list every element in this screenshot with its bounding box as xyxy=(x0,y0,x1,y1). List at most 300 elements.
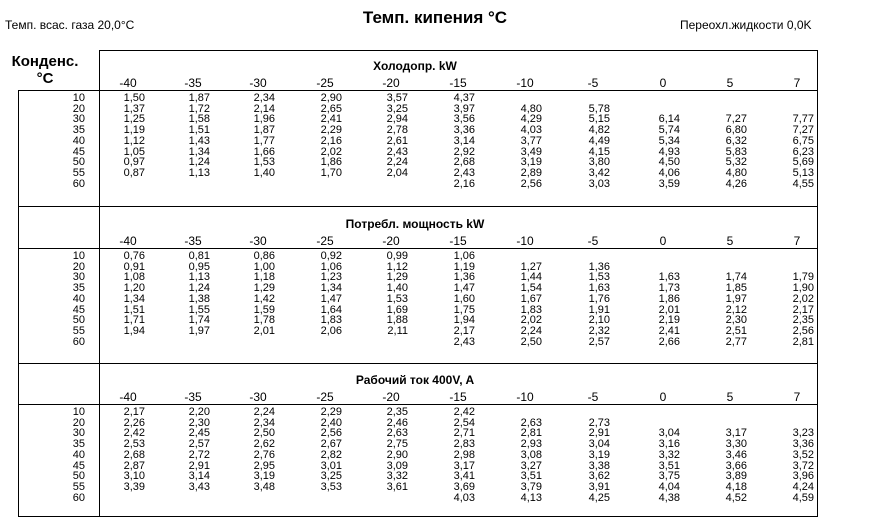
table-cell: 3,61 xyxy=(386,480,408,493)
table-cell: 2,24 xyxy=(520,324,542,337)
row-label: 35 xyxy=(72,124,85,137)
table-cell: 2,17 xyxy=(792,303,814,316)
table-cell: 3,49 xyxy=(520,145,542,158)
column-header: -25 xyxy=(316,234,334,248)
table-cell: 0,95 xyxy=(188,260,210,273)
table-cell: 1,60 xyxy=(453,292,475,305)
column-header: 5 xyxy=(726,390,734,404)
table-bottom-border xyxy=(18,516,817,517)
table-cell: 2,01 xyxy=(253,324,275,337)
table-cell: 2,17 xyxy=(453,324,475,337)
table-cell: 1,34 xyxy=(123,292,145,305)
table-cell: 1,74 xyxy=(725,271,747,284)
table-cell: 3,10 xyxy=(123,470,145,483)
row-label: 20 xyxy=(72,416,85,429)
column-header: -30 xyxy=(249,390,267,404)
table-cell: 4,80 xyxy=(520,102,542,115)
table-cell: 1,50 xyxy=(123,92,145,104)
table-cell: 5,32 xyxy=(725,156,747,169)
row-label: 50 xyxy=(72,470,85,483)
column-header: -30 xyxy=(249,76,267,90)
table-cell: 1,97 xyxy=(725,292,747,305)
section-title: Потребл. мощность kW xyxy=(345,217,485,231)
table-cell: 3,25 xyxy=(320,470,342,483)
table-cell: 1,29 xyxy=(386,271,408,284)
table-cell: 1,63 xyxy=(658,271,680,284)
table-cell: 3,08 xyxy=(520,448,542,461)
column-header: -5 xyxy=(587,76,599,90)
table-cell: 3,36 xyxy=(453,124,475,137)
table-cell: 2,42 xyxy=(453,406,475,418)
table-cell: 1,76 xyxy=(588,292,610,305)
table-cell: 1,27 xyxy=(520,260,542,273)
table-cell: 1,53 xyxy=(588,271,610,284)
table-cell: 3,79 xyxy=(520,480,542,493)
table-cell: 2,56 xyxy=(792,324,814,337)
column-header: -10 xyxy=(516,234,534,248)
table-cell: 2,26 xyxy=(123,416,145,429)
table-cell: 1,53 xyxy=(386,292,408,305)
table-cell: 1,36 xyxy=(588,260,610,273)
table-cell: 3,48 xyxy=(253,480,275,493)
table-cell: 1,42 xyxy=(253,292,275,305)
table-cell: 2,12 xyxy=(725,303,747,316)
table-cell: 2,06 xyxy=(320,324,342,337)
table-cell: 5,34 xyxy=(658,134,680,147)
table-cell: 2,73 xyxy=(588,416,610,429)
table-cell: 2,29 xyxy=(320,124,342,137)
table-cell: 2,17 xyxy=(123,406,145,418)
table-cell: 2,30 xyxy=(725,314,747,327)
table-cell: 2,04 xyxy=(386,166,408,179)
table-cell: 1,54 xyxy=(520,282,542,295)
table-cell: 4,38 xyxy=(658,491,680,504)
table-cell: 4,82 xyxy=(588,124,610,137)
table-cell: 1,70 xyxy=(320,166,342,179)
table-cell: 1,83 xyxy=(320,314,342,327)
table-cell: 1,19 xyxy=(123,124,145,137)
table-cell: 5,78 xyxy=(588,102,610,115)
table-cell: 2,35 xyxy=(386,406,408,418)
table-cell: 2,43 xyxy=(386,145,408,158)
row-label: 10 xyxy=(72,92,85,104)
row-label: 10 xyxy=(72,250,85,262)
column-header: -5 xyxy=(587,234,599,248)
table-cell: 2,41 xyxy=(320,113,342,126)
table-cell: 0,87 xyxy=(123,166,145,179)
table-cell: 3,51 xyxy=(520,470,542,483)
table-cell: 2,72 xyxy=(188,448,210,461)
table-cell: 1,44 xyxy=(520,271,542,284)
table-cell: 3,36 xyxy=(792,438,814,451)
column-header: -35 xyxy=(184,390,202,404)
table-cell: 3,89 xyxy=(725,470,747,483)
row-label: 40 xyxy=(72,134,85,147)
table-cell: 2,02 xyxy=(792,292,814,305)
table-cell: 1,74 xyxy=(188,314,210,327)
table-cell: 3,53 xyxy=(320,480,342,493)
column-header: -25 xyxy=(316,390,334,404)
table-cell: 1,47 xyxy=(453,282,475,295)
table-cell: 3,17 xyxy=(725,427,747,440)
column-header: -35 xyxy=(184,234,202,248)
table-cell: 1,83 xyxy=(520,303,542,316)
table-cell: 1,87 xyxy=(253,124,275,137)
table-cell: 2,95 xyxy=(253,459,275,472)
header-separator xyxy=(18,90,817,91)
table-cell: 2,68 xyxy=(123,448,145,461)
table-cell: 4,18 xyxy=(725,480,747,493)
table-cell: 2,41 xyxy=(658,324,680,337)
table-cell: 1,73 xyxy=(658,282,680,295)
table-cell: 4,55 xyxy=(792,177,814,190)
table-cell: 3,72 xyxy=(792,459,814,472)
row-label: 30 xyxy=(72,427,85,440)
row-label: 35 xyxy=(72,438,85,451)
table-cell: 2,98 xyxy=(453,448,475,461)
table-cell: 4,59 xyxy=(792,491,814,504)
table-cell: 2,02 xyxy=(320,145,342,158)
table-cell: 2,76 xyxy=(253,448,275,461)
row-label: 50 xyxy=(72,314,85,327)
column-header: -20 xyxy=(382,76,400,90)
table-cell: 3,04 xyxy=(588,438,610,451)
table-cell: 4,80 xyxy=(725,166,747,179)
table-cell: 4,29 xyxy=(520,113,542,126)
row-label: 55 xyxy=(72,166,85,179)
table-cell: 1,55 xyxy=(188,303,210,316)
column-header: 0 xyxy=(659,390,667,404)
table-cell: 2,78 xyxy=(386,124,408,137)
table-cell: 3,97 xyxy=(453,102,475,115)
table-cell: 0,76 xyxy=(123,250,145,262)
table-cell: 2,71 xyxy=(453,427,475,440)
table-cell: 3,16 xyxy=(658,438,680,451)
row-label: 50 xyxy=(72,156,85,169)
row-label: 30 xyxy=(72,113,85,126)
table-cell: 2,11 xyxy=(387,324,408,337)
table-cell: 2,77 xyxy=(725,335,747,348)
table-cell: 3,59 xyxy=(658,177,680,190)
table-cell: 4,49 xyxy=(588,134,610,147)
table-cell: 1,91 xyxy=(588,303,610,316)
table-cell: 1,88 xyxy=(386,314,408,327)
table-cell: 3,09 xyxy=(386,459,408,472)
table-cell: 1,18 xyxy=(253,271,275,284)
table-cell: 3,66 xyxy=(725,459,747,472)
table-cell: 4,52 xyxy=(725,491,747,504)
column-header: 5 xyxy=(726,234,734,248)
row-label: 45 xyxy=(72,303,85,316)
column-header: -15 xyxy=(449,234,467,248)
table-cell: 2,45 xyxy=(188,427,210,440)
table-cell: 1,25 xyxy=(123,113,145,126)
table-cell: 3,43 xyxy=(188,480,210,493)
table-cell: 2,30 xyxy=(188,416,210,429)
table-cell: 5,83 xyxy=(725,145,747,158)
condensing-temp-label xyxy=(2,53,88,87)
table-cell: 0,86 xyxy=(253,250,275,262)
row-label: 45 xyxy=(72,145,85,158)
table-cell: 2,63 xyxy=(520,416,542,429)
table-cell: 1,63 xyxy=(588,282,610,295)
table-cell: 1,47 xyxy=(320,292,342,305)
table-cell: 2,61 xyxy=(386,134,408,147)
table-cell: 1,24 xyxy=(188,282,210,295)
table-cell: 1,29 xyxy=(253,282,275,295)
table-cell: 1,40 xyxy=(253,166,275,179)
row-label: 55 xyxy=(72,480,85,493)
table-cell: 0,99 xyxy=(386,250,408,262)
table-cell: 1,85 xyxy=(725,282,747,295)
table-cell: 1,12 xyxy=(386,260,408,273)
row-label: 35 xyxy=(72,282,85,295)
table-cell: 3,19 xyxy=(588,448,610,461)
table-cell: 2,92 xyxy=(453,145,475,158)
column-header: 5 xyxy=(726,76,734,90)
table-cell: 2,16 xyxy=(453,177,475,190)
table-cell: 4,15 xyxy=(588,145,610,158)
table-cell: 5,69 xyxy=(792,156,814,169)
column-header: -10 xyxy=(516,76,534,90)
table-cell: 1,05 xyxy=(123,145,145,158)
column-header: -15 xyxy=(449,390,467,404)
table-cell: 1,36 xyxy=(453,271,475,284)
table-cell: 3,42 xyxy=(588,166,610,179)
section-divider xyxy=(18,363,817,364)
table-cell: 2,35 xyxy=(792,314,814,327)
table-cell: 1,86 xyxy=(320,156,342,169)
column-header: 7 xyxy=(793,76,801,90)
table-cell: 3,19 xyxy=(253,470,275,483)
table-cell: 2,51 xyxy=(725,324,747,337)
table-cell: 2,75 xyxy=(386,438,408,451)
table-cell: 1,12 xyxy=(123,134,145,147)
table-cell: 1,13 xyxy=(188,166,210,179)
row-label: 40 xyxy=(72,292,85,305)
table-cell: 1,13 xyxy=(188,271,210,284)
column-header: 0 xyxy=(659,76,667,90)
column-header: -35 xyxy=(184,76,202,90)
table-cell: 4,25 xyxy=(588,491,610,504)
table-cell: 2,19 xyxy=(658,314,680,327)
table-right-border xyxy=(817,50,818,517)
section-divider xyxy=(18,206,817,207)
table-cell: 2,50 xyxy=(253,427,275,440)
table-cell: 0,81 xyxy=(188,250,210,262)
table-cell: 2,34 xyxy=(253,416,275,429)
table-cell: 2,87 xyxy=(123,459,145,472)
table-cell: 3,52 xyxy=(792,448,814,461)
table-cell: 4,24 xyxy=(792,480,814,493)
column-header: -15 xyxy=(449,76,467,90)
row-label-divider xyxy=(99,50,100,517)
column-header: 0 xyxy=(659,234,667,248)
table-cell: 2,68 xyxy=(453,156,475,169)
condensing-label-unit: °C xyxy=(36,70,54,87)
table-cell: 1,06 xyxy=(320,260,342,273)
table-cell: 1,34 xyxy=(320,282,342,295)
table-cell: 2,83 xyxy=(453,438,475,451)
table-cell: 1,59 xyxy=(253,303,275,316)
table-cell: 2,16 xyxy=(320,134,342,147)
table-top-border xyxy=(99,50,817,51)
column-header: -40 xyxy=(119,390,137,404)
table-cell: 1,97 xyxy=(188,324,210,337)
table-cell: 6,32 xyxy=(725,134,747,147)
table-cell: 1,38 xyxy=(188,292,210,305)
table-cell: 1,53 xyxy=(253,156,275,169)
column-header: 7 xyxy=(793,234,801,248)
table-cell: 2,42 xyxy=(123,427,145,440)
table-cell: 1,37 xyxy=(123,102,145,115)
table-cell: 1,43 xyxy=(188,134,210,147)
table-cell: 3,57 xyxy=(386,92,408,104)
table-cell: 1,96 xyxy=(253,113,275,126)
table-cell: 4,26 xyxy=(725,177,747,190)
table-cell: 2,02 xyxy=(520,314,542,327)
table-cell: 1,90 xyxy=(792,282,814,295)
table-cell: 3,38 xyxy=(588,459,610,472)
section-title: Рабочий ток 400V, A xyxy=(355,373,475,387)
table-cell: 2,91 xyxy=(588,427,610,440)
table-cell: 2,81 xyxy=(520,427,542,440)
table-cell: 3,91 xyxy=(588,480,610,493)
table-cell: 1,94 xyxy=(123,324,145,337)
row-label: 40 xyxy=(72,448,85,461)
row-label: 30 xyxy=(72,271,85,284)
table-cell: 3,69 xyxy=(453,480,475,493)
table-cell: 3,17 xyxy=(453,459,475,472)
row-label: 10 xyxy=(72,406,85,418)
table-cell: 2,56 xyxy=(320,427,342,440)
table-cell: 3,96 xyxy=(792,470,814,483)
table-cell: 2,62 xyxy=(253,438,275,451)
table-cell: 1,64 xyxy=(320,303,342,316)
table-cell: 3,41 xyxy=(453,470,475,483)
table-cell: 1,23 xyxy=(320,271,342,284)
table-cell: 2,90 xyxy=(386,448,408,461)
table-cell: 1,19 xyxy=(453,260,475,273)
table-cell: 5,13 xyxy=(792,166,814,179)
table-cell: 5,15 xyxy=(588,113,610,126)
table-cell: 2,14 xyxy=(253,102,275,115)
table-cell: 1,51 xyxy=(123,303,145,316)
table-cell: 3,14 xyxy=(453,134,475,147)
column-header: -20 xyxy=(382,390,400,404)
row-label: 20 xyxy=(72,260,85,273)
table-cell: 4,03 xyxy=(453,491,475,504)
table-cell: 2,29 xyxy=(320,406,342,418)
row-label: 55 xyxy=(72,324,85,337)
table-left-border xyxy=(18,90,19,517)
table-cell: 7,27 xyxy=(792,124,814,137)
row-label: 60 xyxy=(72,491,85,504)
table-cell: 2,91 xyxy=(188,459,210,472)
table-cell: 0,97 xyxy=(123,156,145,169)
table-cell: 3,80 xyxy=(588,156,610,169)
table-cell: 2,57 xyxy=(188,438,210,451)
table-cell: 7,27 xyxy=(725,113,747,126)
table-cell: 2,24 xyxy=(386,156,408,169)
table-cell: 2,34 xyxy=(253,92,275,104)
liquid-subcooling-label: Переохл.жидкости 0,0K xyxy=(680,18,812,32)
page-title: Темп. кипения °C xyxy=(362,8,508,27)
table-cell: 4,13 xyxy=(520,491,542,504)
table-cell: 2,65 xyxy=(320,102,342,115)
table-cell: 1,94 xyxy=(453,314,475,327)
column-header: -40 xyxy=(119,234,137,248)
table-cell: 1,66 xyxy=(253,145,275,158)
table-cell: 3,04 xyxy=(658,427,680,440)
table-cell: 7,77 xyxy=(792,113,814,126)
table-cell: 3,62 xyxy=(588,470,610,483)
table-cell: 4,37 xyxy=(453,92,475,104)
table-cell: 0,91 xyxy=(123,260,145,273)
table-cell: 3,30 xyxy=(725,438,747,451)
table-cell: 2,93 xyxy=(520,438,542,451)
table-cell: 2,43 xyxy=(453,166,475,179)
table-cell: 3,01 xyxy=(320,459,342,472)
table-cell: 1,24 xyxy=(188,156,210,169)
column-header: -10 xyxy=(516,390,534,404)
table-cell: 3,19 xyxy=(520,156,542,169)
table-cell: 3,51 xyxy=(658,459,680,472)
table-cell: 1,75 xyxy=(453,303,475,316)
table-cell: 3,23 xyxy=(792,427,814,440)
column-header: 7 xyxy=(793,390,801,404)
table-cell: 2,46 xyxy=(386,416,408,429)
table-cell: 3,39 xyxy=(123,480,145,493)
table-cell: 3,32 xyxy=(658,448,680,461)
table-cell: 6,14 xyxy=(658,113,680,126)
table-cell: 3,32 xyxy=(386,470,408,483)
table-cell: 6,80 xyxy=(725,124,747,137)
table-cell: 2,66 xyxy=(658,335,680,348)
table-cell: 3,27 xyxy=(520,459,542,472)
table-cell: 6,75 xyxy=(792,134,814,147)
table-cell: 2,94 xyxy=(386,113,408,126)
table-cell: 1,72 xyxy=(188,102,210,115)
table-cell: 2,40 xyxy=(320,416,342,429)
table-cell: 2,81 xyxy=(792,335,814,348)
table-cell: 2,56 xyxy=(520,177,542,190)
table-cell: 3,77 xyxy=(520,134,542,147)
table-cell: 2,01 xyxy=(658,303,680,316)
table-cell: 1,86 xyxy=(658,292,680,305)
table-cell: 1,00 xyxy=(253,260,275,273)
table-cell: 2,57 xyxy=(588,335,610,348)
table-cell: 2,63 xyxy=(386,427,408,440)
table-cell: 2,54 xyxy=(453,416,475,429)
table-cell: 1,77 xyxy=(253,134,275,147)
column-header: -40 xyxy=(119,76,137,90)
table-cell: 1,51 xyxy=(188,124,210,137)
table-cell: 2,43 xyxy=(453,335,475,348)
header-separator xyxy=(18,248,817,249)
table-cell: 2,10 xyxy=(588,314,610,327)
row-label: 45 xyxy=(72,459,85,472)
table-cell: 2,82 xyxy=(320,448,342,461)
table-cell: 1,87 xyxy=(188,92,210,104)
table-cell: 2,24 xyxy=(253,406,275,418)
table-cell: 1,08 xyxy=(123,271,145,284)
table-cell: 3,56 xyxy=(453,113,475,126)
row-label: 60 xyxy=(72,335,85,348)
table-cell: 2,50 xyxy=(520,335,542,348)
table-cell: 2,67 xyxy=(320,438,342,451)
table-cell: 3,14 xyxy=(188,470,210,483)
